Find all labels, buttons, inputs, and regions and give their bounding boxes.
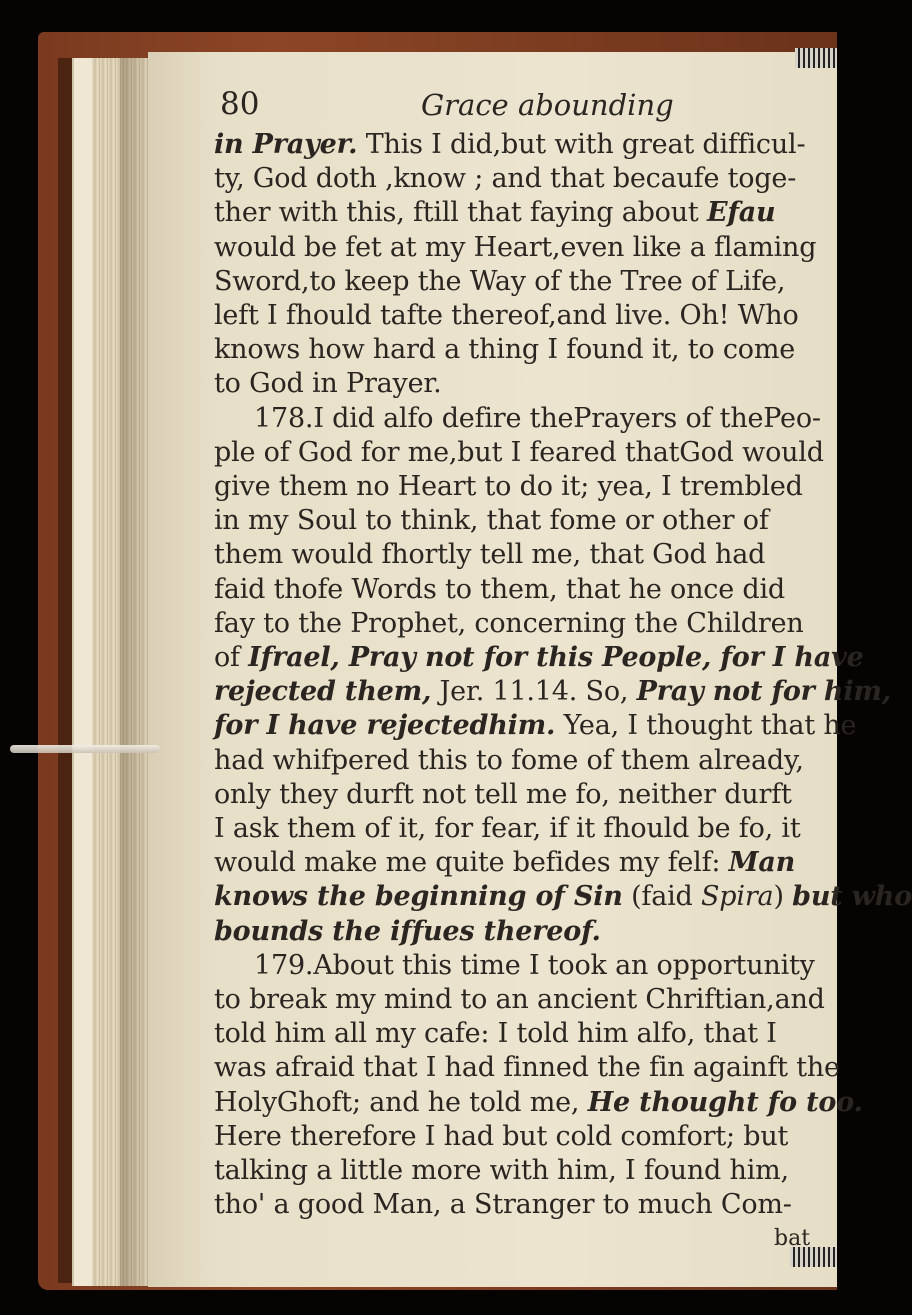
text-segment: Sword,to keep the Way of the Tree of Life, [214,265,786,297]
text-line [214,675,891,709]
text-segment: Jer. 11.14. So, [431,676,637,708]
text-segment: was afraid that I had finned the fin againft the [214,1052,840,1084]
text-line [214,880,912,914]
text-segment: talking a little more with him, I found him, [214,1155,789,1187]
text-segment: had whifpered this to fome of them already, [214,744,804,776]
text-line [214,128,814,162]
text-segment: faid thofe Words to them, that he once did [214,573,785,605]
text-segment: in my Soul to think, that fome or other of [214,505,769,537]
text-segment: for I have rejectedhim. [214,710,556,742]
text-segment: (faid [622,881,702,913]
text-line [214,607,814,641]
page-number: 80 [220,86,260,122]
text-segment: left I fhould tafte thereof,and live. Oh! Who [214,300,799,332]
bookmark-ribbon [10,745,160,753]
text-segment: 179.About this time I took an opportunity [254,949,815,981]
text-line [214,538,814,572]
text-segment: give them no Heart to do it; yea, I trembled [214,471,803,503]
text-segment: Yea, I thought that he [555,710,857,742]
text-segment: ty, God doth ,know ; and that becaufe toge- [214,163,797,195]
text-line [214,470,814,504]
text-line [214,299,814,333]
text-segment: ther with this, ftill that faying about [214,197,707,229]
text-segment: Ifrael, Pray not for this People, for I have [248,642,864,674]
text-segment: of [214,642,249,674]
text-segment: This I did,but with great difficul- [357,129,806,160]
text-segment: fay to the Prophet, concerning the Children [214,607,804,639]
text-line [214,1086,863,1120]
text-line [214,949,814,983]
text-segment: ple of God for me,but I feared thatGod would [214,436,824,468]
text-line [214,1120,814,1154]
text-segment: 178.I did alfo defire thePrayers of thePeo- [254,402,821,434]
body-text [214,128,912,1223]
text-segment: to God in Prayer. [214,368,442,400]
text-line [214,436,824,470]
text-segment: but who [792,881,912,913]
text-line [214,846,814,880]
text-line [214,641,864,675]
text-segment: bounds the iffues thereof. [214,915,601,947]
text-line [214,333,814,367]
running-head: Grace abounding [421,88,674,122]
text-line [214,367,814,401]
text-line [214,1017,814,1051]
text-line [214,231,817,265]
text-segment: rejected them, [214,676,432,708]
text-segment: knows how hard a thing I found it, to come [214,334,795,366]
text-line [214,778,814,812]
text-line [214,709,857,743]
text-segment: Pray not for him, [636,676,891,708]
text-segment: only they durft not tell me fo, neither durft [214,778,792,810]
text-segment: told him all my cafe: I told him alfo, that I [214,1018,777,1050]
text-segment: Here therefore I had but cold comfort; but [214,1120,789,1152]
text-line [214,1154,814,1188]
text-line [214,1051,840,1085]
text-segment: Efau [706,197,776,229]
text-segment: would be fet at my Heart,even like a flaming [214,231,817,263]
text-segment: knows the beginning of Sin [214,881,623,913]
text-segment: I ask them of it, for fear, if it fhould be fo, it [214,813,801,845]
text-segment: ) [773,881,793,913]
text-segment: He thought fo too. [587,1086,863,1118]
text-segment: would make me quite befides my felf: [214,847,729,879]
text-line [214,504,814,538]
text-line [214,196,814,230]
top-edge-marker [795,48,837,68]
page-text [214,86,912,1223]
page-header [214,86,814,128]
catchword: bat [774,1226,811,1251]
text-segment: in Prayer. [214,129,358,160]
text-line [214,1188,814,1222]
text-line [214,744,814,778]
text-line [214,265,814,299]
text-segment: Spira [701,881,774,913]
text-line [214,573,814,607]
text-line [214,162,814,196]
text-line [214,983,825,1017]
text-line [214,812,814,846]
text-segment: them would fhortly tell me, that God had [214,539,766,571]
text-line [214,915,814,949]
text-line [214,402,821,436]
text-segment: to break my mind to an ancient Chriftian,and [214,984,825,1016]
text-segment: tho' a good Man, a Stranger to much Com- [214,1189,792,1221]
text-segment: Man [728,847,796,879]
text-segment: HolyGhoft; and he told me, [214,1086,588,1118]
